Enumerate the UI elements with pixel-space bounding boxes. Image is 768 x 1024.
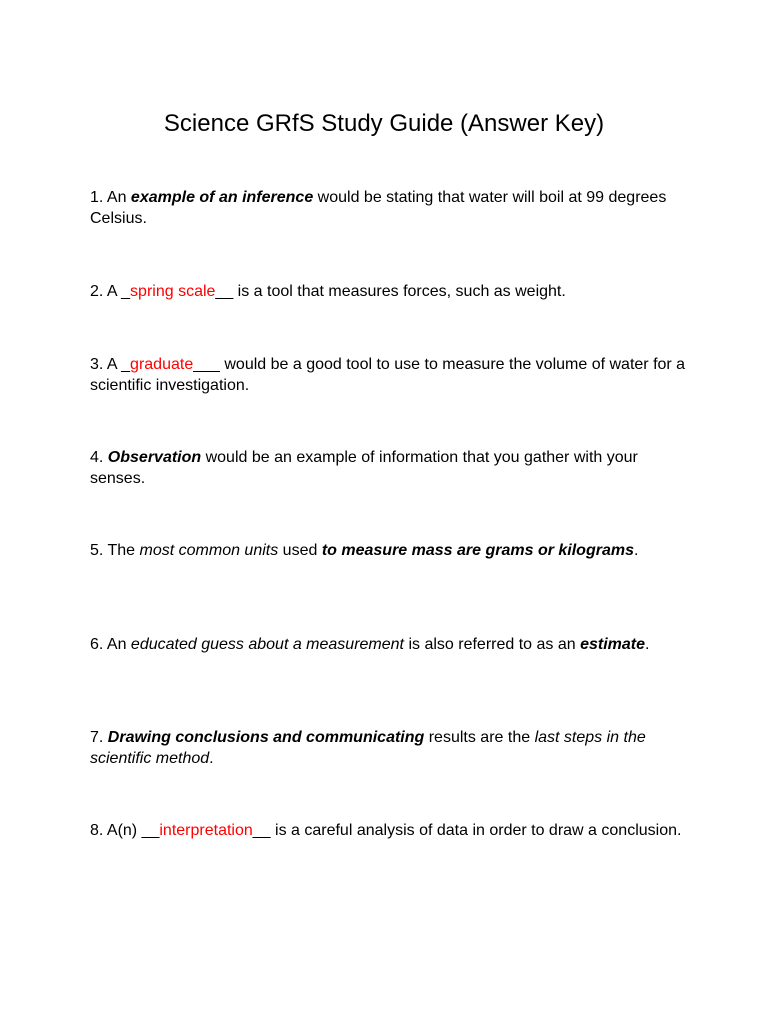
question-2 xyxy=(90,281,690,302)
question-number: 5. xyxy=(90,542,104,559)
italic-phrase: educated guess about a measurement xyxy=(130,636,404,653)
question-number: 3. xyxy=(90,356,104,373)
question-text: ___ would be a good tool to use to measure the volume of water for a scientific investigation. xyxy=(90,356,686,394)
question-number: 8. xyxy=(90,822,104,839)
question-text: is also referred to as an xyxy=(404,636,581,653)
question-3 xyxy=(90,354,690,396)
answer-text: interpretation xyxy=(159,822,253,839)
question-text: An xyxy=(103,189,131,206)
key-term: estimate xyxy=(580,636,646,653)
question-text: used xyxy=(278,542,322,559)
key-term: Observation xyxy=(107,449,202,466)
question-text: The xyxy=(103,542,140,559)
question-number: 4. xyxy=(90,449,104,466)
question-text: . xyxy=(633,542,639,559)
question-text: results are the xyxy=(424,729,535,746)
key-term: to measure mass are grams or kilograms xyxy=(321,542,634,559)
question-text: A(n) __ xyxy=(103,822,160,839)
question-text: __ is a tool that measures forces, such as weight. xyxy=(215,283,566,300)
question-text: An xyxy=(103,636,131,653)
key-term: Drawing conclusions and communicating xyxy=(107,729,425,746)
question-5 xyxy=(90,540,690,561)
answer-text: spring scale xyxy=(130,283,216,300)
question-4 xyxy=(90,447,690,489)
question-text: A _ xyxy=(103,283,131,300)
key-term: example of an inference xyxy=(130,189,314,206)
question-text: . xyxy=(645,636,650,653)
italic-phrase: last steps in the scientific method xyxy=(90,729,646,767)
italic-phrase: most common units xyxy=(139,542,279,559)
page-title: Science GRfS Study Guide (Answer Key) xyxy=(163,110,605,137)
question-7 xyxy=(90,727,690,769)
question-number: 6. xyxy=(90,636,104,653)
question-number: 1. xyxy=(90,189,104,206)
question-text: __ is a careful analysis of data in order to draw a conclusion. xyxy=(252,822,682,839)
question-text: would be an example of information that you gather with your senses. xyxy=(90,449,638,487)
question-8 xyxy=(90,820,690,841)
question-text: A _ xyxy=(103,356,131,373)
question-text: would be stating that water will boil at 99 degrees Celsius. xyxy=(90,189,667,227)
question-number: 7. xyxy=(90,729,104,746)
question-1 xyxy=(90,187,690,229)
question-text: . xyxy=(209,750,214,767)
question-number: 2. xyxy=(90,283,104,300)
answer-text: graduate xyxy=(130,356,194,373)
question-6 xyxy=(90,634,690,655)
